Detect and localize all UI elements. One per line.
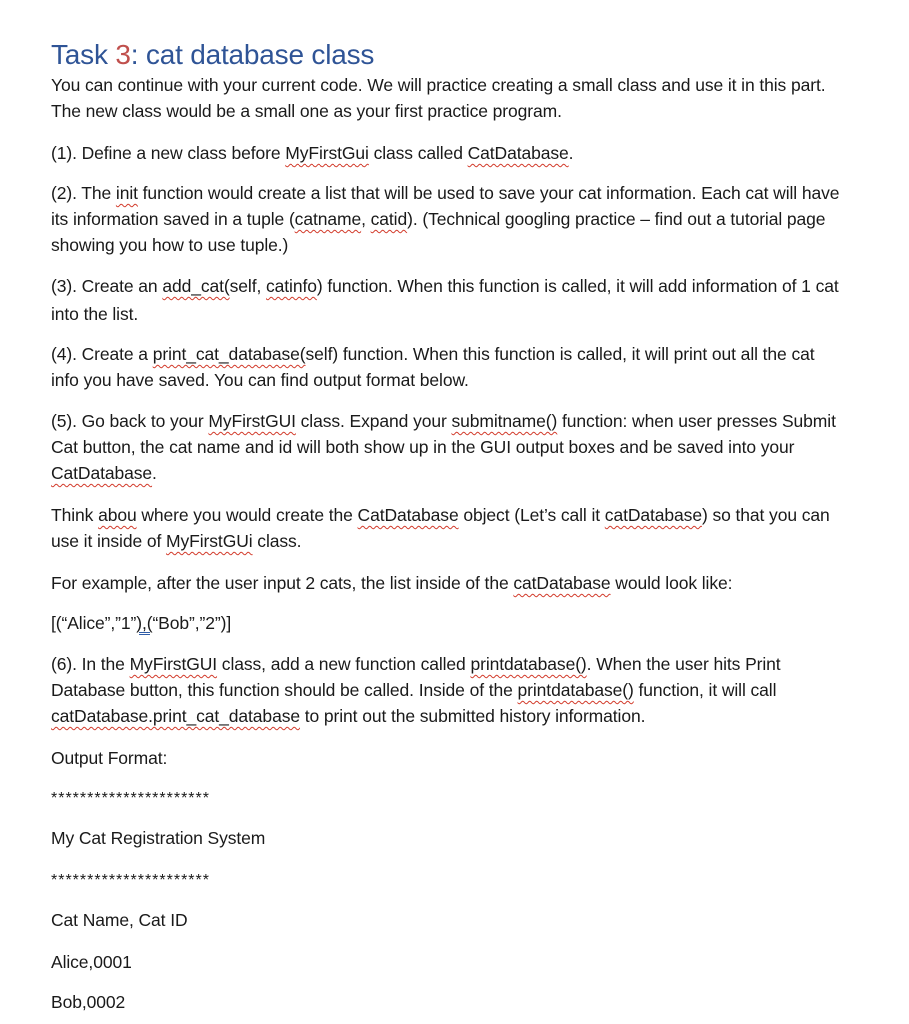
text: its information saved in a tuple ( bbox=[51, 209, 295, 229]
step-4-line-1 bbox=[51, 343, 815, 365]
text: function would create a list that will be used to save your cat information. Each cat will have bbox=[137, 183, 840, 203]
spell-printdatabase: printdatabase() bbox=[470, 654, 587, 674]
spell-addcat: add_cat( bbox=[162, 276, 230, 296]
grammar-mark: ),( bbox=[136, 613, 153, 633]
output-stars-bottom: ********************** bbox=[51, 872, 210, 889]
text: to print out the submitted history information. bbox=[299, 706, 646, 726]
step-2-line-2 bbox=[51, 208, 825, 230]
spell-catdatabase: CatDatabase bbox=[51, 463, 153, 483]
spell-submitname: submitname() bbox=[451, 411, 558, 431]
text: class. bbox=[252, 531, 302, 551]
step-6-line-2 bbox=[51, 679, 776, 701]
spell-myfirstgui: MyFirstGUI bbox=[208, 411, 296, 431]
text: ) function. When this function is called, it will add information of 1 cat bbox=[316, 276, 839, 296]
step-4-line-2: info you have saved. You can find output format below. bbox=[51, 370, 469, 390]
intro-line-2: The new class would be a small one as your first practice program. bbox=[51, 101, 562, 121]
step-5-line-3 bbox=[51, 462, 157, 484]
output-stars-top: ********************** bbox=[51, 790, 210, 807]
text: function, it will call bbox=[633, 680, 777, 700]
step-6-line-3 bbox=[51, 705, 645, 727]
output-header: Cat Name, Cat ID bbox=[51, 910, 188, 930]
text: ) so that you can bbox=[701, 505, 830, 525]
output-row-2: Bob,0002 bbox=[51, 992, 126, 1012]
step-2-line-3: showing you how to use tuple.) bbox=[51, 235, 289, 255]
text: ). (Technical googling practice – find out a tutorial page bbox=[407, 209, 826, 229]
spell-catdatabase-2: catDatabase bbox=[604, 505, 702, 525]
step-5-line-2: Cat button, the cat name and id will both show up in the GUI output boxes and be saved into your bbox=[51, 437, 795, 457]
text: (4). Create a bbox=[51, 344, 153, 364]
text: (1). Define a new class before bbox=[51, 143, 286, 163]
text: use it inside of bbox=[51, 531, 167, 551]
task-title bbox=[51, 38, 374, 72]
output-system-title: My Cat Registration System bbox=[51, 828, 266, 848]
step-3-line-1 bbox=[51, 275, 839, 297]
output-format-label: Output Format: bbox=[51, 748, 168, 768]
spell-init: init bbox=[115, 183, 138, 203]
spell-printcat: print_cat_database( bbox=[152, 344, 306, 364]
text: (6). In the bbox=[51, 654, 130, 674]
text: object (Let’s call it bbox=[458, 505, 605, 525]
text: For example, after the user input 2 cats, the list inside of the bbox=[51, 573, 514, 593]
text: (3). Create an bbox=[51, 276, 163, 296]
text: (5). Go back to your bbox=[51, 411, 209, 431]
spell-catdatabase-print: catDatabase.print_cat_database bbox=[51, 706, 300, 726]
text: class called bbox=[368, 143, 468, 163]
spell-catdatabase: catDatabase bbox=[513, 573, 611, 593]
text: function: when user presses Submit bbox=[557, 411, 836, 431]
step-6-line-1 bbox=[51, 653, 781, 675]
text: self, bbox=[229, 276, 266, 296]
spell-printdatabase-2: printdatabase() bbox=[517, 680, 634, 700]
spell-catdatabase: CatDatabase bbox=[467, 143, 569, 163]
text: where you would create the bbox=[136, 505, 358, 525]
text: . When the user hits Print bbox=[586, 654, 781, 674]
example-list bbox=[51, 612, 231, 634]
example-line bbox=[51, 572, 732, 594]
text: Database button, this function should be called. Inside of the bbox=[51, 680, 518, 700]
text: (2). The bbox=[51, 183, 116, 203]
spell-catinfo: catinfo bbox=[266, 276, 317, 296]
step-5-line-1 bbox=[51, 410, 836, 432]
spell-catname: catname bbox=[294, 209, 362, 229]
text: “Bob”,”2”)] bbox=[152, 613, 232, 633]
text: , bbox=[361, 209, 371, 229]
text: class, add a new function called bbox=[217, 654, 471, 674]
text: . bbox=[568, 143, 574, 163]
text: self) function. When this function is called, it will print out all the cat bbox=[305, 344, 815, 364]
think-line-1 bbox=[51, 504, 830, 526]
text: Think bbox=[51, 505, 99, 525]
think-line-2 bbox=[51, 530, 301, 552]
spell-catid: catid bbox=[370, 209, 408, 229]
spell-abou: abou bbox=[98, 505, 137, 525]
text: [(“Alice”,”1” bbox=[51, 613, 137, 633]
text: class. Expand your bbox=[295, 411, 452, 431]
spell-catdatabase: CatDatabase bbox=[357, 505, 459, 525]
step-3-line-2: into the list. bbox=[51, 304, 139, 324]
spell-myfirstgui: MyFirstGUI bbox=[129, 654, 218, 674]
text: would look like: bbox=[610, 573, 733, 593]
output-row-1: Alice,0001 bbox=[51, 952, 132, 972]
spell-myfirstgui: MyFirstGui bbox=[285, 143, 369, 163]
step-1 bbox=[51, 142, 573, 164]
title-number: 3 bbox=[115, 39, 131, 70]
text: . bbox=[152, 463, 157, 483]
title-rest: : cat database class bbox=[130, 39, 375, 70]
title-prefix: Task bbox=[51, 39, 116, 70]
intro-line-1: You can continue with your current code. We will practice creating a small class and use it in this part. bbox=[51, 75, 826, 95]
spell-myfirstgui: MyFirstGUi bbox=[166, 531, 253, 551]
step-2-line-1 bbox=[51, 182, 839, 204]
